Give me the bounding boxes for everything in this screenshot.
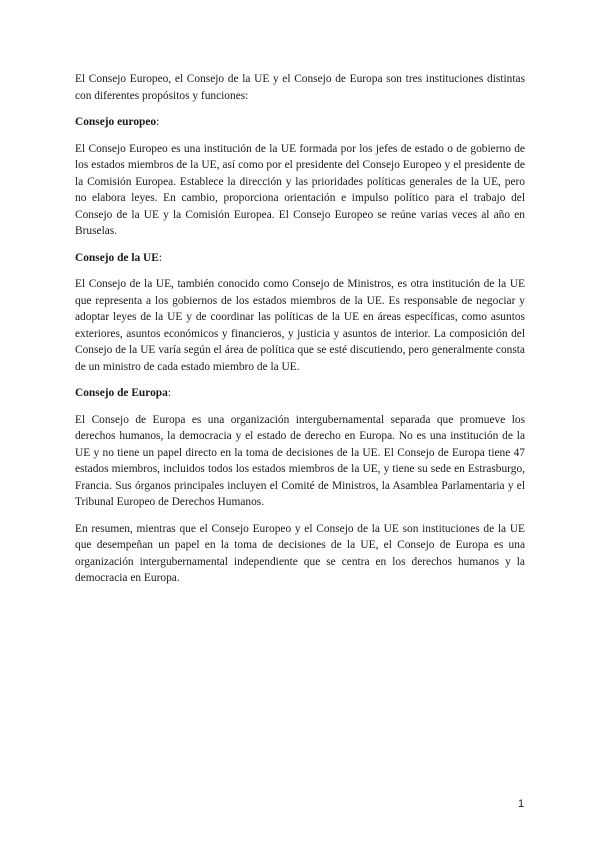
conclusion-paragraph: En resumen, mientras que el Consejo Europeo y el Consejo de la UE son instituciones de la UE que desempeñan un papel en la toma de decisiones de la UE, el Consejo de Europa es una organización intergubernamental independiente que se centra en los derechos humanos y la democracia en Europa.	[75, 522, 525, 584]
section-body-consejo-ue: El Consejo de la UE, también conocido como Consejo de Ministros, es otra institución de la UE que representa a los gobiernos de los estados miembros de la UE. Es responsable de negociar y adoptar leyes de la UE y de coordinar las políticas de la UE en áreas específicas, como asuntos exteriores, asuntos económicos y financieros, y justicia y asuntos de interior. La composición del Consejo de la UE varía según el área de política que se esté discutiendo, pero generalmente consta de un ministro de cada estado miembro de la UE.	[75, 278, 525, 373]
section-heading-colon: :	[167, 387, 171, 399]
section-heading-label: Consejo de Europa	[75, 387, 168, 399]
document-body	[75, 71, 525, 597]
section-heading-label: Consejo de la UE	[75, 251, 159, 264]
intro-paragraph: El Consejo Europeo, el Consejo de la UE y el Consejo de Europa son tres instituciones distintas con diferentes propósitos y funciones:	[75, 73, 525, 102]
section-heading-label: Consejo europeo	[75, 116, 157, 128]
section-body-consejo-de-europa: El Consejo de Europa es una organización intergubernamental separada que promueve los derechos humanos, la democracia y el estado de derecho en Europa. No es una institución de la UE y no tiene un papel directo en la toma de decisiones de la UE. El Consejo de Europa tiene 47 estados miembros, incluidos todos los estados miembros de la UE, y tiene su sede en Estrasburgo, Francia. Sus órganos principales incluyen el Comité de Ministros, la Asamblea Parlamentaria y el Tribunal Europeo de Derechos Humanos.	[75, 413, 525, 508]
page-number: 1	[518, 798, 525, 810]
section-heading-colon: :	[158, 251, 163, 264]
section-heading-consejo-ue	[75, 250, 525, 267]
section-heading-consejo-europeo	[75, 114, 525, 131]
section-body-consejo-europeo: El Consejo Europeo es una institución de la UE formada por los jefes de estado o de gobierno de los estados miembros de la UE, así como por el presidente del Consejo Europeo y el presidente de la Comisión Europea. Establece la dirección y las prioridades políticas generales de la UE, pero no elabora leyes. En cambio, proporciona orientación e impulso político para el trabajo del Consejo de la UE y la Comisión Europea. El Consejo Europeo se reúne varias veces al año en Bruselas.	[75, 142, 525, 237]
section-heading-colon: :	[156, 116, 160, 128]
section-heading-consejo-de-europa	[75, 385, 525, 402]
